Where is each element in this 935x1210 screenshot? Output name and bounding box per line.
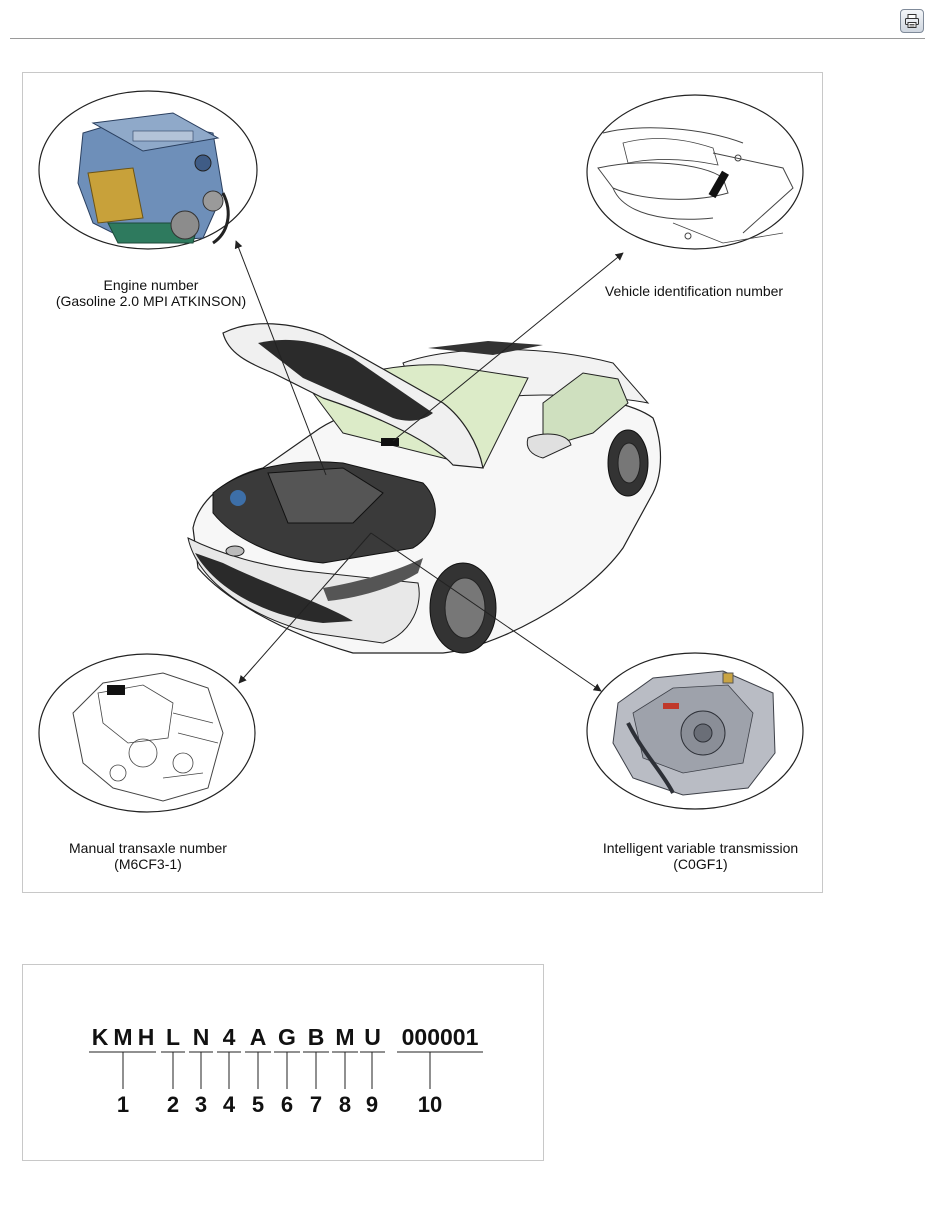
header-divider	[10, 38, 925, 39]
ivt-detail-circle	[587, 653, 803, 809]
vin-breakdown-lines	[23, 965, 545, 1162]
vin-position-5: 5	[251, 1092, 265, 1117]
vin-position-4: 4	[222, 1092, 236, 1117]
engine-caption-line1: Engine number	[103, 277, 199, 293]
ivt-caption-line1: Intelligent variable transmission	[602, 840, 799, 856]
ivt-caption	[583, 840, 818, 872]
vin-caption-line1: Vehicle identification number	[604, 283, 784, 299]
engine-number-caption	[41, 277, 261, 309]
vin-position-7: 7	[309, 1092, 323, 1117]
vin-serial: 000001	[401, 1024, 479, 1050]
manual-transaxle-caption	[48, 840, 248, 872]
vin-char-7: A	[249, 1024, 267, 1050]
vin-position-10: 10	[417, 1092, 443, 1117]
manual-caption-line2: (M6CF3-1)	[114, 856, 182, 872]
manual-caption-line1: Manual transaxle number	[69, 840, 227, 856]
location-figure	[22, 72, 823, 893]
ivt-caption-line2: (C0GF1)	[673, 856, 728, 872]
vin-char-8: G	[278, 1024, 296, 1050]
printer-icon	[904, 13, 920, 29]
vin-position-2: 2	[166, 1092, 180, 1117]
vin-breakdown-figure	[22, 964, 544, 1161]
vin-char-6: 4	[222, 1024, 236, 1050]
vin-char-11: U	[364, 1024, 381, 1050]
engine-caption-line2: (Gasoline 2.0 MPI ATKINSON)	[55, 293, 247, 309]
vin-char-2: M	[113, 1024, 133, 1050]
vin-position-6: 6	[280, 1092, 294, 1117]
vin-char-9: B	[307, 1024, 325, 1050]
vin-char-3: H	[137, 1024, 155, 1050]
print-button[interactable]	[900, 9, 924, 33]
vin-detail-circle	[587, 95, 803, 249]
vin-position-1: 1	[116, 1092, 130, 1117]
location-illustration	[23, 73, 824, 894]
vin-char-1: K	[91, 1024, 109, 1050]
manual-transaxle-circle	[39, 654, 255, 812]
vin-char-10: M	[335, 1024, 355, 1050]
vin-char-4: L	[165, 1024, 181, 1050]
vin-caption	[589, 283, 799, 299]
vin-position-9: 9	[365, 1092, 379, 1117]
vin-position-3: 3	[194, 1092, 208, 1117]
car-illustration	[188, 324, 661, 653]
vin-position-8: 8	[338, 1092, 352, 1117]
engine-icon	[78, 113, 228, 243]
engine-detail-circle	[39, 91, 257, 249]
vin-char-5: N	[192, 1024, 210, 1050]
